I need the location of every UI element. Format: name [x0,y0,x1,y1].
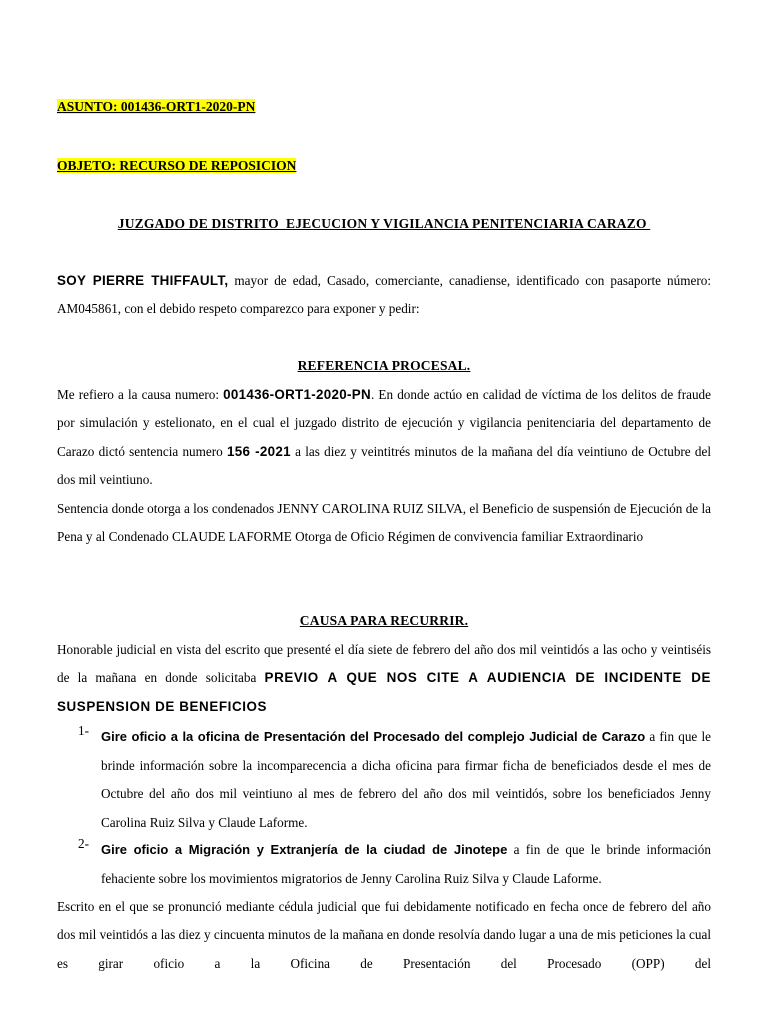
list-item-text [101,836,711,893]
ref-text-e: a las diez y veintitrés minutos de la mañana del día veintiuno de Octubre del dos mil veintiuno. [57,443,711,487]
list-item [78,836,711,894]
list-item-rest: a fin de que le brinde información fehaciente sobre los movimientos migratorios de Jenny Carolina Ruiz Silva y Claude Laforme. [101,842,711,886]
causa-paragraph [57,636,711,721]
petitioner-name: SOY PIERRE THIFFAULT, [57,273,229,288]
referencia-paragraph-2: Sentencia donde otorga a los condenados JENNY CAROLINA RUIZ SILVA, el Beneficio de suspensión de Ejecución de la Pena y al Condenado CLAUDE LAFORME Otorga de Oficio Régimen de convivencia familiar Extraordinario [57,501,711,545]
referencia-heading: REFERENCIA PROCESAL. [297,358,471,373]
asunto-line [57,99,255,115]
list-item [78,723,711,835]
closing-paragraph: Escrito en el que se pronunció mediante cédula judicial que fui debidamente notificado en fecha once de febrero del año dos mil veintidós a las diez y cincuenta minutos de la mañana en donde resolvía dando lugar a una de mis peticiones la cual es girar oficio a la Oficina de Presentación del Procesado (OPP) del [57,899,711,971]
causa-text: Honorable judicial en vista del escrito que presenté el día siete de febrero del año dos mil veintidós a las ocho y veintiséis de la mañana en donde solicitaba [57,642,711,686]
list-item-rest: a fin que le brinde información sobre la incomparecencia a dicha oficina para firmar ficha de beneficiados desde el mes de Octubre del año dos mil veintiuno al mes de febrero del año dos mil veintidós, sobre los beneficiados Jenny Carolina Ruiz Silva y Claude Laforme. [101,729,711,830]
intro-paragraph [57,267,711,324]
objeto-label: OBJETO: RECURSO DE REPOSICION [57,158,297,173]
causa-heading: CAUSA PARA RECURRIR. [299,613,469,628]
list-item-text [101,723,711,837]
list-item-bold: Gire oficio a Migración y Extranjería de la ciudad de Jinotepe [101,842,508,857]
ref-text-c: . En donde actúo en calidad de víctima de los delitos de fraude por simulación y estelionato, en el cual el juzgado distrito de ejecución y vigilancia penitenciaria del departamento de Carazo dictó sentencia numero [57,387,711,459]
case-number: 001436-ORT1-2020-PN [223,387,371,402]
ref-text-a: Me refiero a la causa numero: [57,387,224,402]
objeto-line [57,158,296,174]
referencia-paragraph-1 [57,381,711,494]
court-heading: JUZGADO DE DISTRITO EJECUCION Y VIGILANCIA PENITENCIARIA CARAZO [117,216,651,231]
list-number: 1- [78,723,89,738]
list-number: 2- [78,836,89,851]
asunto-label: ASUNTO: 001436-ORT1-2020-PN [57,99,256,114]
sentence-number: 156 -2021 [226,443,291,459]
list-item-bold: Gire oficio a la oficina de Presentación del Procesado del complejo Judicial de Carazo [101,729,646,744]
intro-text: mayor de edad, Casado, comerciante, canadiense, identificado con pasaporte número: AM045861, con el debido respeto comparezco para exponer y pedir: [57,273,711,317]
causa-bold-request: PREVIO A QUE NOS CITE A AUDIENCIA DE INCIDENTE DE SUSPENSION DE BENEFICIOS [57,670,712,714]
